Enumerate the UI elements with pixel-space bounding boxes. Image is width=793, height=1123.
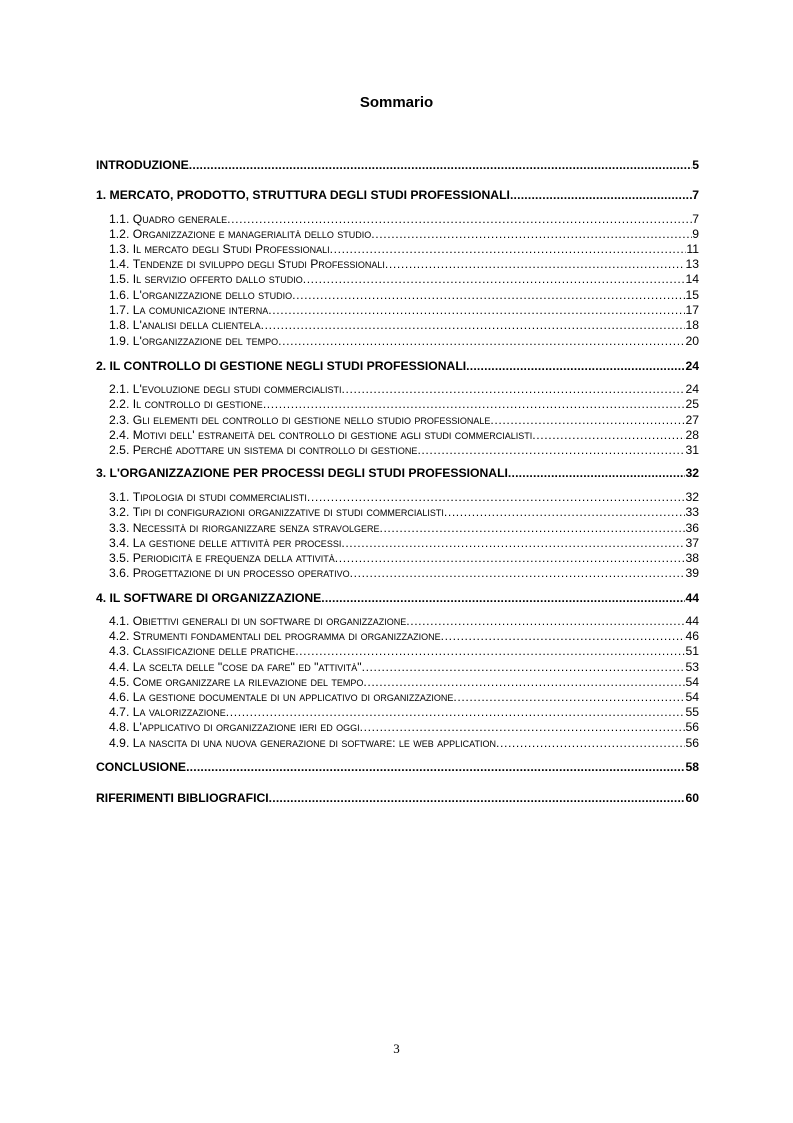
toc-entry-label (109, 521, 379, 535)
toc-chapter-row[interactable] (96, 466, 699, 480)
toc-leader-dots (385, 257, 686, 271)
toc-entry-number: 1.8. (109, 318, 130, 332)
toc-page-number: 56 (685, 736, 699, 750)
toc-section-row[interactable] (96, 242, 699, 256)
toc-entry-text: La gestione delle attività per processi (132, 536, 342, 550)
toc-page-number: 20 (685, 334, 699, 348)
toc-section-row[interactable] (96, 675, 699, 689)
toc-entry-label: 4. IL SOFTWARE DI ORGANIZZAZIONE (96, 591, 322, 605)
toc-page-number: 24 (685, 382, 699, 396)
toc-entry-text: Come organizzare la rilevazione del tempo (132, 675, 364, 689)
toc-entry-label (109, 382, 342, 396)
toc-entry-label (109, 490, 307, 504)
toc-section-row[interactable] (96, 382, 699, 396)
toc-page-number: 32 (685, 490, 699, 504)
toc-leader-dots (268, 303, 685, 317)
toc-chapter-row[interactable] (96, 359, 699, 373)
toc-page-number: 5 (692, 158, 699, 172)
toc-entry-text: Quadro generale (132, 212, 228, 226)
toc-leader-dots (379, 521, 685, 535)
toc-entry-label: 3. L'ORGANIZZAZIONE PER PROCESSI DEGLI STUDI PROFESSIONALI (96, 466, 508, 480)
toc-entry-label (109, 551, 335, 565)
toc-entry-label (109, 318, 261, 332)
toc-page-number: 15 (685, 288, 699, 302)
toc-entry-label (109, 660, 362, 674)
toc-entry-label (109, 288, 292, 302)
toc-entry-label: CONCLUSIONE (96, 760, 187, 774)
toc-entry-number: 4.9. (109, 736, 130, 750)
toc-section-row[interactable] (96, 334, 699, 348)
toc-leader-dots (342, 382, 686, 396)
toc-entry-number: 4.6. (109, 690, 130, 704)
toc-section-row[interactable] (96, 566, 699, 580)
toc-entry-text: Strumenti fondamentali del programma di organizzazione (132, 629, 441, 643)
toc-section-row[interactable] (96, 272, 699, 286)
toc-page-number: 7 (692, 212, 699, 226)
toc-leader-dots (189, 158, 692, 172)
toc-section-row[interactable] (96, 720, 699, 734)
toc-leader-dots (186, 760, 685, 774)
toc-section-row[interactable] (96, 303, 699, 317)
toc-entry-text: L'organizzazione del tempo (132, 334, 279, 348)
toc-entry-label (109, 413, 490, 427)
toc-entry-label (109, 720, 360, 734)
toc-section-row[interactable] (96, 413, 699, 427)
toc-leader-dots (321, 591, 685, 605)
toc-entry-label (109, 242, 330, 256)
toc-section-row[interactable] (96, 443, 699, 457)
toc-page-number: 32 (685, 466, 699, 480)
toc-leader-dots (227, 212, 692, 226)
toc-leader-dots (417, 443, 685, 457)
toc-page-number: 38 (685, 551, 699, 565)
toc-page-number: 7 (692, 188, 699, 202)
toc-section-row[interactable] (96, 227, 699, 241)
toc-page-number: 55 (685, 705, 699, 719)
toc-page-number: 17 (685, 303, 699, 317)
toc-leader-dots (278, 334, 685, 348)
toc-leader-dots (496, 736, 685, 750)
toc-leader-dots (360, 720, 686, 734)
toc-entry-label (109, 690, 453, 704)
toc-leader-dots (362, 660, 686, 674)
toc-entry-number: 4.4. (109, 660, 130, 674)
toc-section-row[interactable] (96, 521, 699, 535)
toc-entry-number: 1.7. (109, 303, 130, 317)
toc-section-row[interactable] (96, 629, 699, 643)
toc-page-number: 36 (685, 521, 699, 535)
toc-page-number: 11 (686, 242, 699, 256)
toc-entry-text: L'analisi della clientela (132, 318, 261, 332)
toc-page-number: 25 (685, 397, 699, 411)
toc-entry-number: 3.5. (109, 551, 130, 565)
toc-leader-dots (269, 791, 686, 805)
toc-page-number: 58 (685, 760, 699, 774)
toc-entry-number: 1.3. (109, 242, 130, 256)
toc-section-row[interactable] (96, 490, 699, 504)
toc-leader-dots (510, 188, 692, 202)
toc-leader-dots (444, 505, 686, 519)
toc-entry-text: Tipologia di studi commercialisti (132, 490, 307, 504)
toc-page-number: 44 (685, 591, 699, 605)
toc-entry-label (109, 675, 363, 689)
toc-entry-number: 2.2. (109, 397, 130, 411)
toc-entry-number: 4.1. (109, 614, 130, 628)
toc-entry-label (109, 644, 295, 658)
toc-entry-label (109, 736, 496, 750)
toc-entry-number: 4.2. (109, 629, 130, 643)
toc-entry-number: 4.8. (109, 720, 130, 734)
toc-section-row[interactable] (96, 428, 699, 442)
toc-entry-number: 2.3. (109, 413, 130, 427)
toc-entry-label (109, 303, 268, 317)
toc-leader-dots (453, 690, 685, 704)
toc-page-number: 18 (685, 318, 699, 332)
toc-entry-text: L'evoluzione degli studi commercialisti (132, 382, 342, 396)
toc-entry-label (109, 614, 406, 628)
toc-page-number: 9 (692, 227, 699, 241)
toc-entry-text: Progettazione di un processo operativo (132, 566, 350, 580)
toc-entry-number: 3.3. (109, 521, 130, 535)
toc-leader-dots (335, 551, 686, 565)
toc-leader-dots (263, 397, 686, 411)
toc-chapter-row[interactable] (96, 188, 699, 202)
toc-page-number: 31 (685, 443, 699, 457)
toc-entry-label (109, 272, 303, 286)
toc-leader-dots (226, 705, 686, 719)
toc-entry-text: La nascita di una nuova generazione di software: le web application (132, 736, 496, 750)
toc-entry-label: 2. IL CONTROLLO DI GESTIONE NEGLI STUDI PROFESSIONALI (96, 359, 467, 373)
page-number: 3 (393, 1041, 400, 1056)
toc-entry-number: 3.6. (109, 566, 130, 580)
toc-entry-label (109, 705, 226, 719)
toc-page-number: 24 (685, 359, 699, 373)
toc-entry-label (109, 566, 350, 580)
toc-section-row[interactable] (96, 705, 699, 719)
toc-leader-dots (350, 566, 686, 580)
toc-chapter-row[interactable] (96, 591, 699, 605)
toc-entry-number: 3.1. (109, 490, 130, 504)
toc-page-number: 33 (685, 505, 699, 519)
toc-entry-number: 1.4. (109, 257, 130, 271)
toc-entry-text: L'applicativo di organizzazione ieri ed oggi (132, 720, 360, 734)
toc-entry-number: 4.5. (109, 675, 130, 689)
toc-page-number: 28 (685, 428, 699, 442)
toc-entry-text: Il servizio offerto dallo studio (132, 272, 303, 286)
toc-leader-dots (490, 413, 685, 427)
toc-leader-dots (330, 242, 687, 256)
toc-leader-dots (371, 227, 692, 241)
toc-page-number: 37 (685, 536, 699, 550)
toc-chapter-row[interactable] (96, 760, 699, 774)
toc-entry-number: 4.7. (109, 705, 130, 719)
toc-section-row[interactable] (96, 660, 699, 674)
toc-chapter-row[interactable] (96, 158, 699, 172)
toc-section-row[interactable] (96, 690, 699, 704)
toc-entry-label (109, 212, 227, 226)
toc-leader-dots (295, 644, 685, 658)
toc-section-row[interactable] (96, 536, 699, 550)
toc-entry-text: Classificazione delle pratiche (132, 644, 296, 658)
toc-leader-dots (261, 318, 686, 332)
toc-entry-text: Perché adottare un sistema di controllo di gestione (132, 443, 418, 457)
toc-entry-label (109, 428, 532, 442)
toc-page-number: 46 (685, 629, 699, 643)
toc-leader-dots (363, 675, 685, 689)
toc-page-number: 44 (685, 614, 699, 628)
toc-entry-label (109, 629, 441, 643)
toc-entry-number: 3.4. (109, 536, 130, 550)
toc-entry-text: Obiettivi generali di un software di organizzazione (132, 614, 407, 628)
toc-entry-text: Il controllo di gestione (132, 397, 263, 411)
toc-leader-dots (292, 288, 685, 302)
toc-section-row[interactable] (96, 212, 699, 226)
toc-leader-dots (341, 536, 685, 550)
toc-entry-number: 1.9. (109, 334, 130, 348)
toc-leader-dots (307, 490, 686, 504)
toc-entry-number: 1.6. (109, 288, 130, 302)
toc-section-row[interactable] (96, 318, 699, 332)
toc-entry-text: Motivi dell' estraneità del controllo di gestione agli studi commercialisti (132, 428, 533, 442)
toc-section-row[interactable] (96, 397, 699, 411)
toc-entry-label: INTRODUZIONE (96, 158, 189, 172)
toc-page-number: 39 (685, 566, 699, 580)
toc-page-number: 14 (685, 272, 699, 286)
toc-entry-number: 2.4. (109, 428, 130, 442)
toc-page-number: 27 (685, 413, 699, 427)
toc-section-row[interactable] (96, 736, 699, 750)
toc-leader-dots (406, 614, 685, 628)
toc-entry-text: Gli elementi del controllo di gestione nello studio professionale (132, 413, 491, 427)
toc-leader-dots (508, 466, 686, 480)
toc-section-row[interactable] (96, 551, 699, 565)
toc-leader-dots (303, 272, 686, 286)
toc-entry-label (109, 443, 417, 457)
toc-section-row[interactable] (96, 644, 699, 658)
toc-page-number: 53 (685, 660, 699, 674)
toc-entry-number: 1.1. (109, 212, 130, 226)
toc-entry-text: Tendenze di sviluppo degli Studi Professionali (132, 257, 385, 271)
toc-entry-label (109, 227, 371, 241)
toc-section-row[interactable] (96, 505, 699, 519)
toc-entry-text: La comunicazione interna (132, 303, 269, 317)
toc-page-number: 51 (685, 644, 699, 658)
toc-page-number: 56 (685, 720, 699, 734)
toc-entry-label (109, 334, 278, 348)
toc-chapter-row[interactable] (96, 791, 699, 805)
toc-section-row[interactable] (96, 614, 699, 628)
toc-leader-dots (466, 359, 685, 373)
toc-entry-number: 1.2. (109, 227, 130, 241)
toc-entry-label: 1. MERCATO, PRODOTTO, STRUTTURA DEGLI STUDI PROFESSIONALI (96, 188, 510, 202)
toc-entry-number: 3.2. (109, 505, 130, 519)
toc-entry-text: La gestione documentale di un applicativo di organizzazione (132, 690, 454, 704)
toc-entry-label (109, 257, 385, 271)
toc-entry-label: RIFERIMENTI BIBLIOGRAFICI (96, 791, 269, 805)
toc-entry-number: 4.3. (109, 644, 130, 658)
toc-section-row[interactable] (96, 257, 699, 271)
toc-entry-text: La valorizzazione (132, 705, 226, 719)
toc-entry-label (109, 397, 263, 411)
toc-entry-text: Il mercato degli Studi Professionali (132, 242, 330, 256)
toc-entry-text: Tipi di configurazioni organizzative di studi commercialisti (132, 505, 444, 519)
toc-entry-text: Necessità di riorganizzare senza stravolgere (132, 521, 380, 535)
toc-entry-text: L'organizzazione dello studio (132, 288, 293, 302)
toc-entry-label (109, 536, 341, 550)
toc-section-row[interactable] (96, 288, 699, 302)
toc-entry-text: La scelta delle "cose da fare" ed "attività" (132, 660, 362, 674)
toc-leader-dots (441, 629, 686, 643)
toc-entry-number: 2.5. (109, 443, 130, 457)
toc-entry-text: Organizzazione e managerialità dello studio (132, 227, 372, 241)
toc-entry-text: Periodicità e frequenza della attività (132, 551, 335, 565)
toc-page-number: 54 (685, 690, 699, 704)
toc-entry-number: 1.5. (109, 272, 130, 286)
page-title: Sommario (359, 94, 434, 111)
toc-page-number: 13 (685, 257, 699, 271)
toc-leader-dots (532, 428, 685, 442)
toc-entry-number: 2.1. (109, 382, 130, 396)
toc-page-number: 54 (685, 675, 699, 689)
toc-page-number: 60 (685, 791, 699, 805)
toc-entry-label (109, 505, 444, 519)
